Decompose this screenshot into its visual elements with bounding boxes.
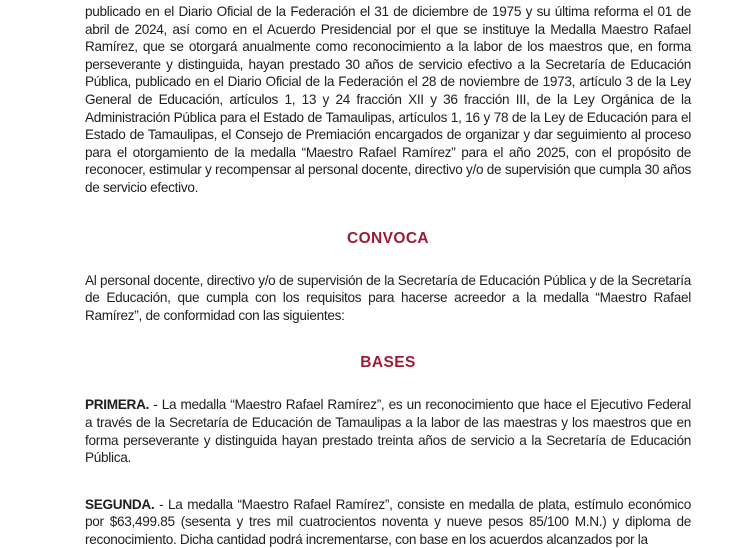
- convoca-heading: CONVOCA: [346, 229, 430, 247]
- segunda-clause: [85, 496, 691, 548]
- document-page: [85, 3, 691, 548]
- bases-heading: BASES: [360, 354, 416, 372]
- primera-clause: [85, 396, 691, 466]
- segunda-clause-text: - La medalla “Maestro Rafael Ramírez”, consiste en medalla de plata, estímulo económico por $63,499.85 (sesenta y tres mil cuatrocientos noventa y nueve pesos 85/100 M.N.) y diploma de reconocimiento. Dicha cantidad podrá incrementarse, con base en los acuerdos alcanzados por la: [85, 496, 691, 547]
- intro-paragraph: publicado en el Diario Oficial de la Federación el 31 de diciembre de 1975 y su última reforma el 01 de abril de 2024, así como en el Acuerdo Presidencial por el que se instituye la Medalla Maestro Rafael Ramírez, que se otorgará anualmente como reconocimiento a la labor de los maestros que, en forma perseverante y distinguida, hayan prestado 30 años de servicio efectivo a la Secretaría de Educación Pública, publicado en el Diario Oficial de la Federación el 28 de noviembre de 1973, artículo 3 de la Ley General de Educación, artículos 1, 13 y 24 fracción XII y 36 fracción III, de la Ley Orgánica de la Administración Pública para el Estado de Tamaulipas, artículos 1, 16 y 78 de la Ley de Educación para el Estado de Tamaulipas, el Consejo de Premiación encargados de organizar y dar seguimiento al proceso para el otorgamiento de la medalla “Maestro Rafael Ramírez” para el año 2025, con el propósito de reconocer, estimular y recompensar al personal docente, directivo y/o de supervisión que cumpla 30 años de servicio efectivo.: [85, 4, 691, 195]
- segunda-clause-label: SEGUNDA.: [85, 496, 155, 512]
- convoca-paragraph: Al personal docente, directivo y/o de supervisión de la Secretaría de Educación Pública y de la Secretaría de Educación, que cumpla con los requisitos para hacerse acreedor a la medalla “Maestro Rafael Ramírez”, de conformidad con las siguientes:: [85, 272, 691, 323]
- primera-clause-text: - La medalla “Maestro Rafael Ramírez”, es un reconocimiento que hace el Ejecutivo Federal a través de la Secretaría de Educación de Tamaulipas a la labor de las maestras y los maestros que en forma perseverante y distinguida hayan prestado treinta años de servicio a la Secretaría de Educación Pública.: [85, 397, 691, 466]
- primera-clause-label: PRIMERA.: [85, 397, 150, 413]
